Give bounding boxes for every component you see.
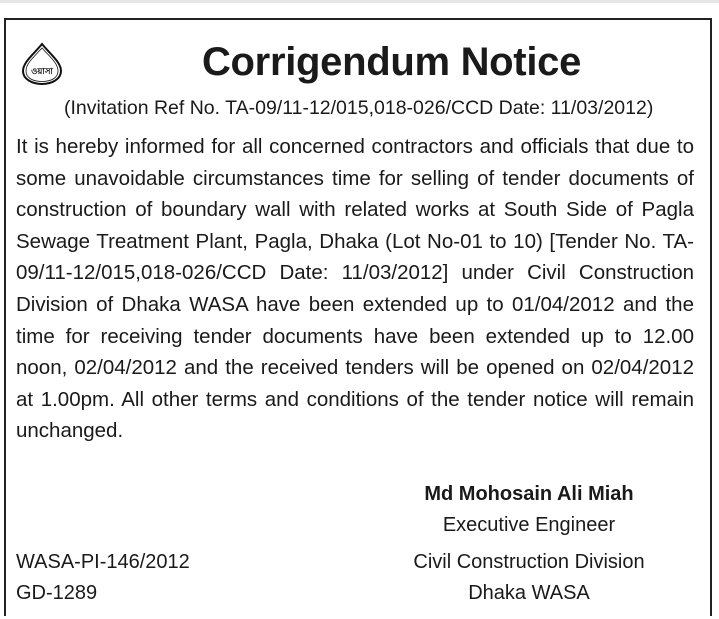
signatory-designation: Executive Engineer xyxy=(442,514,616,536)
gd-number: GD-1289 xyxy=(16,582,98,604)
top-border-rule xyxy=(0,0,719,3)
logo-text: ওয়াসা xyxy=(31,67,53,77)
signatory-organization: Dhaka WASA xyxy=(468,582,590,604)
pi-number: WASA-PI-146/2012 xyxy=(16,551,190,573)
notice-title: Corrigendum Notice xyxy=(201,40,582,84)
signatory-name: Md Mohosain Ali Miah xyxy=(424,483,634,505)
signatory-division: Civil Construction Division xyxy=(413,551,645,573)
invitation-reference: (Invitation Ref No. TA-09/11-12/015,018-026/CCD Date: 11/03/2012) xyxy=(64,97,654,119)
notice-body: It is hereby informed for all concerned contractors and officials that due to some unavoidable circumstances time for selling of tender documents of construction of boundary wall with related works at South Side of Pagla Sewage Treatment Plant, Pagla, Dhaka (Lot No-01 to 10) [Tender No. TA-09/11-12/015,018-026/CCD Date: 11/03/2012] under Civil Construction Division of Dhaka WASA have been extended up to 01/04/2012 and the time for receiving tender documents have been extended up to 12.00 noon, 02/04/2012 and the received tenders will be opened on 02/04/2012 at 1.00pm. All other terms and conditions of the tender notice will remain unchanged. xyxy=(16,135,694,443)
